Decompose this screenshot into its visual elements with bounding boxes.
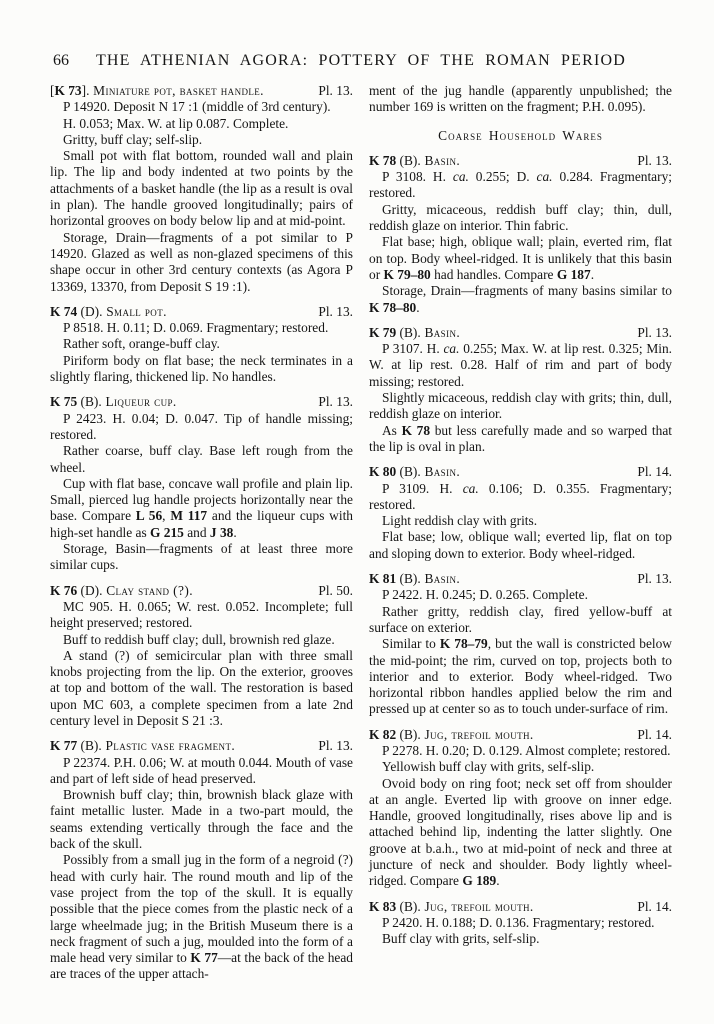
page-number: 66	[53, 52, 69, 69]
entry-heading	[50, 83, 353, 99]
entry-paragraph: Cup with flat base, concave wall profile and plain lip. Small, pierced lug handle projects horizontally near the base. Compare L 56, M 117 and the liqueur cups with high-set handle as G 215 and J 38.	[50, 475, 353, 540]
entry-heading	[369, 727, 672, 743]
entry-heading	[50, 583, 353, 599]
entry-paragraph: Slightly micaceous, reddish clay with grits; thin, dull, reddish glaze on interior.	[369, 390, 672, 422]
entry-heading	[369, 899, 672, 915]
entry-paragraph: Brownish buff clay; thin, brownish black glaze with faint metallic luster. Made in a two-part mould, the seams extending vertically through the face and the back of the skull.	[50, 787, 353, 852]
entry-heading	[369, 571, 672, 587]
entry-paragraph: MC 905. H. 0.065; W. rest. 0.052. Incomplete; full height preserved; restored.	[50, 598, 353, 631]
entry-label: K 82 (B).	[369, 726, 421, 742]
entry-paragraph: Small pot with flat bottom, rounded wall and plain lip. The lip and body indented at two points by the attachments of a basket handle (the lip as a result is oval in plan). The handle grooved longitudinally; pairs of horizontal grooves on body below lip and at mid-point.	[50, 148, 353, 229]
entry-plate: Pl. 13.	[318, 394, 353, 410]
catalog-entry-k76	[50, 583, 353, 730]
entry-title: Basin.	[420, 571, 461, 587]
entry-plate: Pl. 13.	[637, 152, 672, 168]
entry-heading-left	[369, 153, 460, 169]
left-column	[50, 83, 353, 983]
entry-paragraph: A stand (?) of semicircular plan with three small knobs projecting from the lip. On the exterior, grooves at top and bottom of the wall. The restoration is based upon MC 603, a complete specimen from a late 2nd century level in Deposit S 21 :3.	[50, 647, 353, 728]
entry-paragraph: Light reddish clay with grits.	[382, 513, 538, 529]
entry-plate: Pl. 13.	[637, 571, 672, 587]
section-heading: Coarse Household Wares	[438, 127, 603, 143]
entry-label: K 81 (B).	[369, 571, 421, 587]
entry-heading-left	[50, 394, 177, 410]
catalog-entry-k77	[50, 738, 353, 982]
catalog-entry-k75	[50, 394, 353, 573]
entry-label: K 77 (B).	[50, 738, 102, 754]
entry-heading-left	[50, 583, 193, 599]
entry-paragraph: H. 0.053; Max. W. at lip 0.087. Complete.	[63, 115, 289, 131]
entry-label: K 83 (B).	[369, 898, 421, 914]
entry-paragraph: P 2422. H. 0.245; D. 0.265. Complete.	[382, 587, 588, 603]
entry-paragraph: Rather gritty, reddish clay, fired yellow-buff at surface on exterior.	[369, 603, 672, 635]
entry-plate: Pl. 13.	[318, 83, 353, 98]
entry-paragraph: P 2423. H. 0.04; D. 0.047. Tip of handle missing; restored.	[50, 410, 353, 442]
entry-paragraph: Piriform body on flat base; the neck terminates in a slightly flaring, thickened lip. No handles.	[50, 352, 353, 385]
entry-paragraph: Similar to K 78–79, but the wall is constricted below the mid-point; the rim, curved on top, projects both to interior and to exterior. Body wheel-ridged. Two horizontal ribbon handles applied below the rim and pressed up at center so as to touch under-surface of rim.	[369, 636, 672, 717]
text-columns	[50, 83, 672, 983]
entry-paragraph: Flat base; low, oblique wall; everted lip, flat on top and sloping down to exterior. Body wheel-ridged.	[369, 529, 672, 561]
entry-title: Liqueur cup.	[101, 394, 177, 410]
catalog-entry-k81	[369, 571, 672, 718]
entry-paragraph: Storage, Basin—fragments of at least three more similar cups.	[50, 541, 353, 573]
entry-paragraph: P 8518. H. 0.11; D. 0.069. Fragmentary; restored.	[63, 320, 329, 336]
entry-heading	[50, 738, 353, 754]
entry-title: Basin.	[420, 464, 461, 480]
entry-paragraph: Flat base; high, oblique wall; plain, everted rim, flat on top. Body wheel-ridged. It is unlikely that this basin or K 79–80 had handles. Compare G 187.	[369, 234, 672, 282]
entry-title: Basin.	[420, 152, 461, 168]
entry-heading	[369, 464, 672, 480]
entry-heading	[369, 325, 672, 341]
entry-paragraph: Rather soft, orange-buff clay.	[63, 336, 220, 352]
entry-plate: Pl. 13.	[637, 324, 672, 340]
catalog-entry-k79	[369, 325, 672, 455]
entry-label: K 75 (B).	[50, 394, 102, 410]
entry-paragraph: P 3107. H. ca. 0.255; Max. W. at lip rest. 0.325; Min. W. at lip rest. 0.28. Half of rim and part of body missing; restored.	[369, 341, 672, 389]
entry-plate: Pl. 14.	[637, 464, 672, 480]
catalog-entry-k83	[369, 899, 672, 948]
entry-paragraph: P 3109. H. ca. 0.106; D. 0.355. Fragmentary; restored.	[369, 480, 673, 512]
entry-plate: Pl. 14.	[637, 726, 672, 742]
page-header	[50, 52, 672, 70]
entry-paragraph: Possibly from a small jug in the form of a negroid (?) head with curly hair. The round mouth and lip of the vase project from the top of the skull. It is equally possible that the piece comes from the plastic neck of a large wheelmade jug; in the British Museum there is a neck fragment of such a jug, moulded into the form of a male head very similar to K 77—at the back of the head are traces of the upper attach-	[50, 852, 353, 982]
entry-heading-left	[50, 738, 235, 754]
entry-heading-left	[369, 464, 460, 480]
entry-paragraph: As K 78 but less carefully made and so warped that the lip is oval in plan.	[369, 422, 672, 454]
entry-label: [K 73].	[50, 83, 90, 98]
entry-paragraph: P 22374. P.H. 0.06; W. at mouth 0.044. Mouth of vase and part of left side of head preserved.	[50, 754, 353, 786]
entry-paragraph: Gritty, buff clay; self-slip.	[63, 131, 203, 147]
entry-plate: Pl. 14.	[637, 898, 672, 914]
continuation-paragraph: ment of the jug handle (apparently unpublished; the number 169 is written on the fragment; P.H. 0.095).	[369, 83, 672, 115]
entry-heading	[50, 394, 353, 410]
entry-paragraph: Buff to reddish buff clay; dull, brownish red glaze.	[63, 631, 335, 647]
running-title: THE ATHENIAN AGORA: POTTERY OF THE ROMAN PERIOD	[95, 52, 627, 69]
entry-heading-left	[369, 571, 460, 587]
entry-heading	[369, 153, 672, 169]
entry-plate: Pl. 13.	[318, 303, 353, 319]
entry-title: Basin.	[420, 324, 461, 340]
entry-paragraph: P 2278. H. 0.20; D. 0.129. Almost complete; restored.	[382, 742, 671, 758]
entry-paragraph: P 14920. Deposit N 17 :1 (middle of 3rd century).	[63, 99, 331, 115]
entry-paragraph: Buff clay with grits, self-slip.	[382, 931, 540, 947]
entry-label: K 79 (B).	[369, 324, 421, 340]
entry-heading-left	[369, 899, 534, 915]
entry-label: K 80 (B).	[369, 464, 421, 480]
entry-paragraph: Rather coarse, buff clay. Base left rough from the wheel.	[50, 443, 353, 475]
entry-paragraph: P 2420. H. 0.188; D. 0.136. Fragmentary; restored.	[382, 914, 655, 930]
entry-heading	[50, 304, 353, 320]
right-column	[369, 83, 672, 983]
entry-label: K 78 (B).	[369, 152, 421, 168]
entry-title: Jug, trefoil mouth.	[420, 898, 534, 914]
entry-plate: Pl. 13.	[318, 738, 353, 754]
entry-label: K 76 (D).	[50, 582, 103, 598]
entry-paragraph: P 3108. H. ca. 0.255; D. ca. 0.284. Fragmentary; restored.	[369, 169, 672, 201]
catalog-entry-k82	[369, 727, 672, 890]
entry-heading-left	[369, 727, 534, 743]
entry-title: Plastic vase fragment.	[101, 738, 236, 754]
catalog-entry-k73	[50, 83, 353, 295]
entry-paragraph: Storage, Drain—fragments of many basins similar to K 78–80.	[369, 283, 672, 315]
entry-heading-left	[50, 304, 167, 320]
entry-title: Clay stand (?).	[102, 582, 193, 598]
catalog-entry-k80	[369, 464, 672, 562]
entry-paragraph: Storage, Drain—fragments of a pot similar to P 14920. Glazed as well as non-glazed specimens of this shape occur in other 3rd century contexts (as Agora P 13369, 13370, from Deposit S 19 :1).	[50, 229, 353, 294]
entry-plate: Pl. 50.	[318, 582, 353, 598]
entry-title: Miniature pot, basket handle.	[89, 83, 264, 98]
entry-title: Small pot.	[102, 303, 167, 319]
catalog-entry-k74	[50, 304, 353, 385]
catalog-entry-k78	[369, 153, 672, 316]
entry-paragraph: Yellowish buff clay with grits, self-slip.	[382, 759, 595, 775]
entry-title: Jug, trefoil mouth.	[420, 726, 534, 742]
entry-heading-left	[369, 325, 460, 341]
entry-paragraph: Ovoid body on ring foot; neck set off from shoulder at an angle. Everted lip with groove on inner edge. Handle, grooved longitudinally, rises above lip and is attached behind lip, indenting the latter slightly. One groove at b.a.h., two at mid-point of neck and three at juncture of neck and shoulder. Body lightly wheel-ridged. Compare G 189.	[369, 775, 672, 889]
entry-heading-left	[50, 83, 264, 99]
entry-label: K 74 (D).	[50, 303, 103, 319]
entry-paragraph: Gritty, micaceous, reddish buff clay; thin, dull, reddish glaze on interior. Thin fabric.	[369, 201, 672, 234]
